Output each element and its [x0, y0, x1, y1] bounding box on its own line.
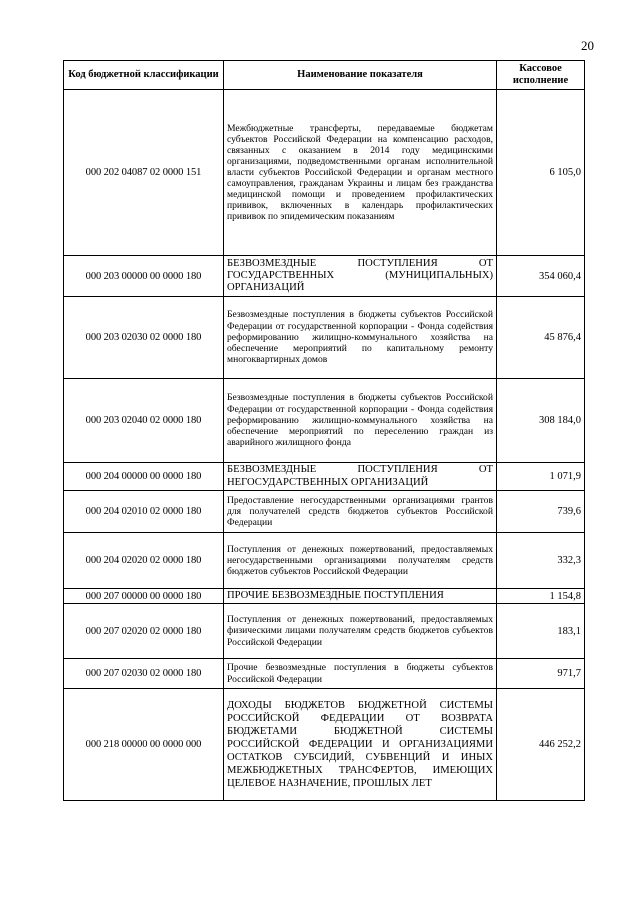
row-code: 000 207 02030 02 0000 180 [64, 659, 224, 689]
row-amount: 1 154,8 [497, 589, 585, 604]
row-amount: 308 184,0 [497, 379, 585, 463]
table-row [64, 463, 585, 491]
row-name: Прочие безвозмездные поступления в бюджеты субъектов Российской Федерации [224, 659, 497, 689]
table-row [64, 533, 585, 589]
table-row [64, 604, 585, 659]
table-row [64, 589, 585, 604]
header-name: Наименование показателя [224, 61, 497, 90]
row-name: Поступления от денежных пожертвований, предоставляемых негосударственными организациями получателям средств бюджетов субъектов Российской Федерации [224, 533, 497, 589]
row-amount: 971,7 [497, 659, 585, 689]
row-code: 000 204 00000 00 0000 180 [64, 463, 224, 491]
row-amount: 354 060,4 [497, 256, 585, 297]
row-amount: 446 252,2 [497, 689, 585, 801]
row-name: Безвозмездные поступления в бюджеты субъектов Российской Федерации от государственной корпорации - Фонда содействия реформированию жилищно-коммунального хозяйства на обеспечение мероприятий по капитальному ремонту многоквартирных домов [224, 297, 497, 379]
budget-execution-table [63, 60, 585, 801]
row-code: 000 203 00000 00 0000 180 [64, 256, 224, 297]
row-name: ПРОЧИЕ БЕЗВОЗМЕЗДНЫЕ ПОСТУПЛЕНИЯ [224, 589, 497, 604]
header-amount: Кассовое исполнение [497, 61, 585, 90]
row-code: 000 207 00000 00 0000 180 [64, 589, 224, 604]
header-code: Код бюджетной классификации [64, 61, 224, 90]
table-row [64, 491, 585, 533]
row-code: 000 203 02030 02 0000 180 [64, 297, 224, 379]
table-row [64, 659, 585, 689]
row-amount: 183,1 [497, 604, 585, 659]
row-code: 000 218 00000 00 0000 000 [64, 689, 224, 801]
row-code: 000 204 02010 02 0000 180 [64, 491, 224, 533]
row-amount: 739,6 [497, 491, 585, 533]
row-name: Безвозмездные поступления в бюджеты субъектов Российской Федерации от государственной корпорации - Фонда содействия реформированию жилищно-коммунального хозяйства на обеспечение мероприятий по переселению граждан из аварийного жилищного фонда [224, 379, 497, 463]
row-name: БЕЗВОЗМЕЗДНЫЕ ПОСТУПЛЕНИЯ ОТ ГОСУДАРСТВЕННЫХ (МУНИЦИПАЛЬНЫХ) ОРГАНИЗАЦИЙ [224, 256, 497, 297]
row-name: Межбюджетные трансферты, передаваемые бюджетам субъектов Российской Федерации на компенсацию расходов, связанных с оказанием в 2014 году медицинскими организациями, подведомственными органам исполнительной власти субъектов Российской Федерации и органам местного самоуправления, гражданам Украины и лицам без гражданства медицинской помощи и проведением профилактических прививок, включенных в календарь профилактических прививок по эпидемическим показаниям [224, 90, 497, 256]
row-code: 000 207 02020 02 0000 180 [64, 604, 224, 659]
table-header-row [64, 61, 585, 90]
row-code: 000 204 02020 02 0000 180 [64, 533, 224, 589]
row-amount: 1 071,9 [497, 463, 585, 491]
row-name: Поступления от денежных пожертвований, предоставляемых физическими лицами получателям средств бюджетов субъектов Российской Федерации [224, 604, 497, 659]
row-amount: 332,3 [497, 533, 585, 589]
row-name: Предоставление негосударственными организациями грантов для получателей средств бюджетов субъектов Российской Федерации [224, 491, 497, 533]
row-code: 000 202 04087 02 0000 151 [64, 90, 224, 256]
row-code: 000 203 02040 02 0000 180 [64, 379, 224, 463]
table-row [64, 379, 585, 463]
row-amount: 6 105,0 [497, 90, 585, 256]
table-row [64, 90, 585, 256]
row-amount: 45 876,4 [497, 297, 585, 379]
row-name: БЕЗВОЗМЕЗДНЫЕ ПОСТУПЛЕНИЯ ОТ НЕГОСУДАРСТВЕННЫХ ОРГАНИЗАЦИЙ [224, 463, 497, 491]
table-row [64, 689, 585, 801]
row-name: ДОХОДЫ БЮДЖЕТОВ БЮДЖЕТНОЙ СИСТЕМЫ РОССИЙСКОЙ ФЕДЕРАЦИИ ОТ ВОЗВРАТА БЮДЖЕТАМИ БЮДЖЕТНОЙ СИСТЕМЫ РОССИЙСКОЙ ФЕДЕРАЦИИ И ОРГАНИЗАЦИЯМИ ОСТАТКОВ СУБСИДИЙ, СУБВЕНЦИЙ И ИНЫХ МЕЖБЮДЖЕТНЫХ ТРАНСФЕРТОВ, ИМЕЮЩИХ ЦЕЛЕВОЕ НАЗНАЧЕНИЕ, ПРОШЛЫХ ЛЕТ [224, 689, 497, 801]
table-row [64, 256, 585, 297]
page-number: 20 [581, 38, 594, 53]
table-row [64, 297, 585, 379]
